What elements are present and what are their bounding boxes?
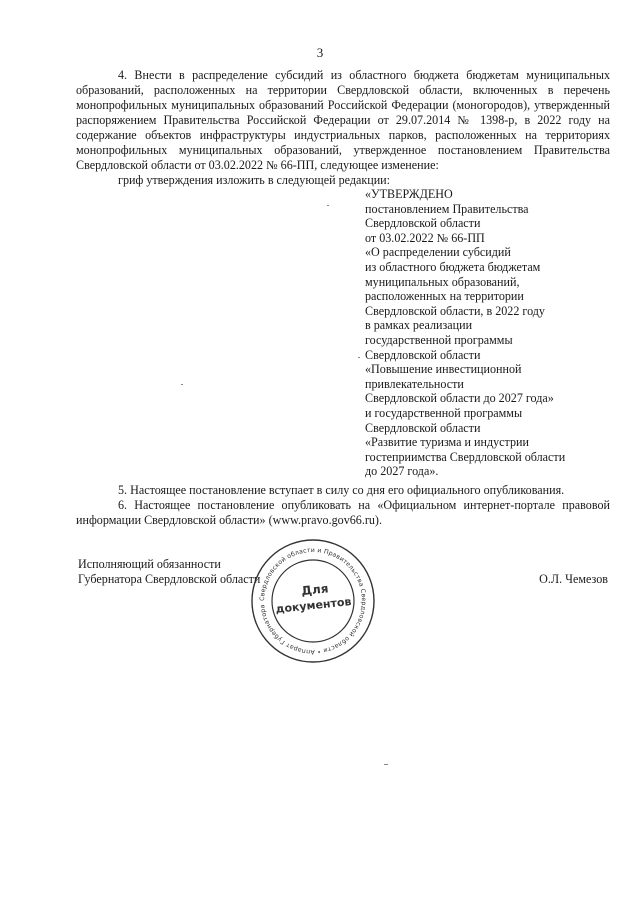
scan-speck	[327, 205, 329, 206]
signature-position-line-2: Губернатора Свердловской области	[78, 572, 261, 586]
paragraph-5: 5. Настоящее постановление вступает в силу со дня его официального опубликования.	[118, 483, 565, 497]
seal-ring-text: Свердловской области и Правительства Свердловской области • Аппарат Губернатора	[258, 546, 368, 656]
approval-line: «УТВЕРЖДЕНО	[365, 187, 453, 201]
approval-line: в рамках реализации	[365, 318, 473, 333]
paragraph-6: 6. Настоящее постановление опубликовать на «Официальном интернет-портале правовой информации Свердловской области» (www.pravo.gov66.ru).	[76, 498, 610, 527]
approval-line: Свердловской области	[365, 420, 481, 435]
approval-line: привлекательности	[365, 376, 464, 391]
approval-line: до 2027 года».	[365, 464, 439, 479]
scan-speck	[384, 764, 388, 765]
paragraph-grif-intro: гриф утверждения изложить в следующей редакции:	[118, 173, 390, 187]
signature-position	[78, 557, 260, 587]
approval-line: Свердловской области, в 2022 году	[365, 303, 545, 318]
approval-line: «Развитие туризма и индустрии	[365, 435, 529, 450]
approval-line: «Повышение инвестиционной	[365, 362, 522, 377]
final-paragraphs	[76, 483, 610, 528]
approval-line: от 03.02.2022 № 66-ПП	[365, 230, 485, 245]
page-number: 3	[316, 45, 324, 60]
paragraph-4: 4. Внести в распределение субсидий из областного бюджета бюджетам муниципальных образований, расположенных на территории Свердловской области, включенных в перечень монопрофильных муниципальных образований Российской Федерации (моногородов), утвержденный распоряжением Правительства Российской Федерации от 29.07.2014 № 1398-р, в 2022 году на содержание объектов инфраструктуры индустриальных парков, расположенных на территориях монопрофильных муниципальных образований, утвержденное постановлением Правительства Свердловской области от 03.02.2022 № 66-ПП, следующее изменение:	[76, 68, 610, 172]
approval-line: постановлением Правительства	[365, 201, 529, 216]
approval-line: и государственной программы	[365, 405, 523, 420]
approval-line: муниципальных образований,	[365, 274, 520, 289]
approval-line: государственной программы	[365, 332, 513, 347]
approval-line: Свердловской области	[365, 347, 481, 362]
approval-line: Свердловской области до 2027 года»	[365, 391, 554, 406]
signature-name: О.Л. Чемезов	[539, 572, 608, 586]
approval-line: гостеприимства Свердловской области	[365, 449, 566, 464]
body-text	[76, 68, 610, 188]
seal-center-line-2: документов	[274, 595, 352, 616]
approval-line: расположенных на территории	[365, 289, 524, 304]
signature-position-line-1: Исполняющий обязанности	[78, 557, 221, 571]
scan-speck	[181, 384, 183, 385]
approval-block	[365, 187, 615, 479]
approval-line: из областного бюджета бюджетам	[365, 259, 541, 274]
seal-center-line-1: Для	[300, 581, 330, 599]
official-seal-stamp	[250, 538, 376, 664]
scan-speck	[358, 357, 360, 358]
approval-line: Свердловской области	[365, 216, 481, 231]
approval-line: «О распределении субсидий	[365, 245, 511, 260]
